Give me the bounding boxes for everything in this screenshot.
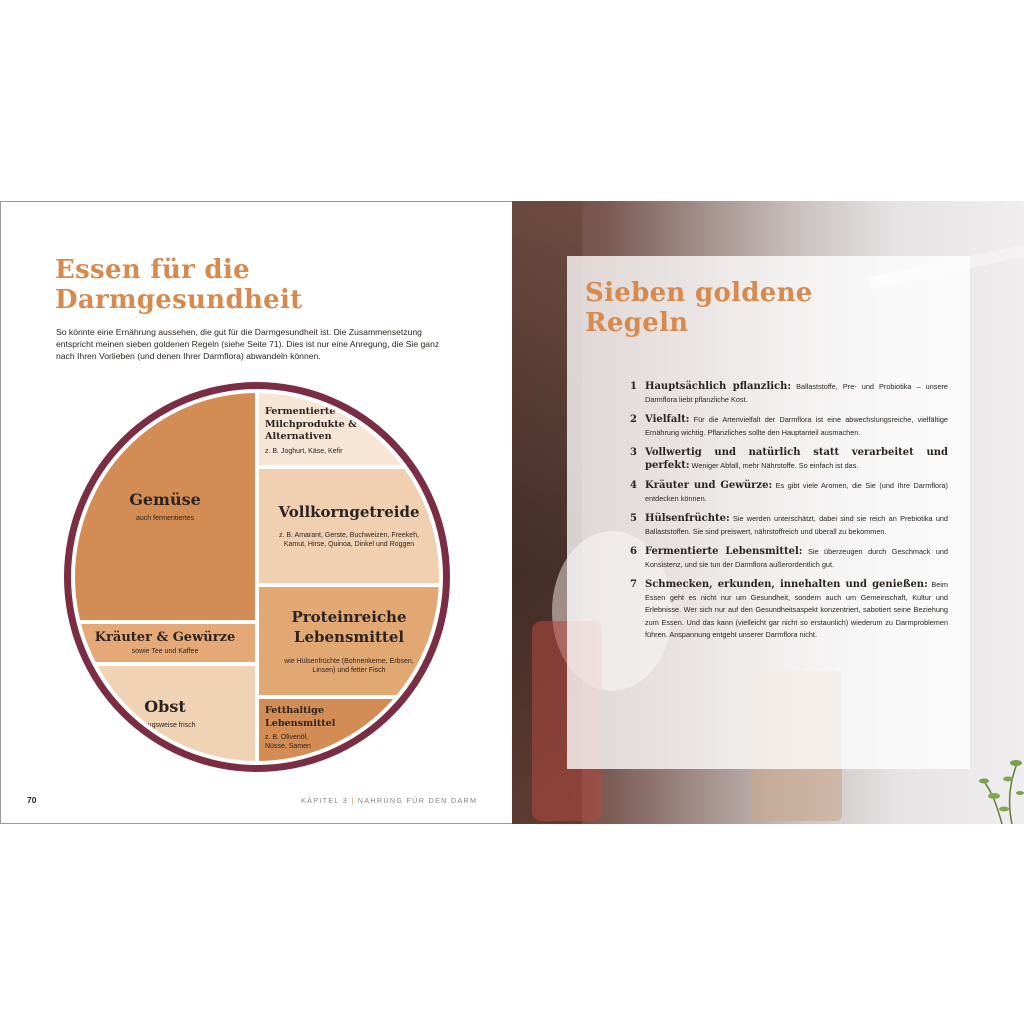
rule-item [630,414,948,439]
rules-list [630,381,948,650]
rule-body [645,579,948,642]
rule-title: Fermentierte Lebensmittel: [645,546,803,557]
rule-text: Beim Essen geht es nicht nur um Gesundheit, sondern auch um Gemeinschaft, Kultur und Erlebnisse. Wer sich nur auf den Gesundheitsaspekt konzentriert, sabotiert seine Beziehung zum Essen. Und das kann (vielleicht gar nicht so erstaunlich) wiederum zu Darmproblemen führen. Anspannung entgeht unserer Darmflora nicht. [645,580,948,639]
rule-item [630,579,948,642]
segment-fermentiert-title-1: Fermentierte [265,406,336,417]
segment-kraeuter [75,624,255,662]
rule-body [645,414,948,439]
segment-fermentiert-subtitle: z. B. Joghurt, Käse, Kefir [265,447,343,455]
intro-paragraph: So könnte eine Ernährung aussehen, die gut für die Darmgesundheit ist. Die Zusammensetzung entspricht meinen sieben goldenen Regeln (siehe Seite 71). Dies ist nur eine Anregung, die Sie ganz nach Ihren Vorlieben (und denen Ihrer Darmflora) abwandeln können. [56,327,440,361]
book-spread [0,201,1024,824]
segment-protein-title-1: Proteinreiche [291,608,407,626]
rule-number: 2 [630,414,637,425]
segment-fett-subtitle [265,733,311,751]
segment-protein [259,587,439,695]
running-head-title: NAHRUNG FÜR DEN DARM [357,796,478,805]
segment-kraeuter-title: Kräuter & Gewürze [94,630,236,645]
rule-body [645,480,948,505]
segment-protein-title [292,607,407,647]
segment-kraeuter-subtitle: sowie Tee und Kaffee [131,648,199,655]
right-title-line2: Regeln [585,308,689,338]
rule-title: Kräuter und Gewürze: [645,480,773,491]
rule-text: Sie werden unterschätzt, dabei sind sie reich an Prebiotika und Ballaststoffen. Sie sind preiswert, nährstoffreich und überall zu bekommen. [645,514,948,536]
rule-text: Es gibt viele Aromen, die Sie (und Ihre Darmflora) entdecken können. [645,481,948,503]
segment-protein-title-2: Lebensmittel [293,628,405,646]
segment-fett-title-1: Fetthaltige [265,705,324,716]
rule-body [645,381,948,406]
right-page [512,201,1024,824]
rule-item [630,546,948,571]
rule-number: 6 [630,546,637,557]
rule-text: Sie überzeugen durch Geschmack und Konsistenz, und sie tun der Darmflora außerordentlich gut. [645,547,948,569]
rule-number: 4 [630,480,637,491]
segment-fett-subtitle-1: z. B. Olivenöl, [265,734,309,741]
segment-gemuese-title: Gemüse [129,490,201,509]
rule-title: Hülsenfrüchte: [645,513,730,524]
segment-fermentiert-title-3: Alternativen [265,431,332,442]
segment-vollkorn-subtitle: z. B. Amarant, Gerste, Buchweizen, Freekeh, Kamut, Hirse, Quinoa, Dinkel und Roggen [278,532,420,548]
rule-number: 3 [630,447,637,458]
segment-fermentiert-title [265,406,357,444]
left-page [0,201,512,824]
rule-number: 7 [630,579,637,590]
rule-item [630,480,948,505]
rule-number: 5 [630,513,637,524]
segment-obst-title: Obst [144,697,186,716]
rule-title: Vielfalt: [645,414,690,425]
rule-body [645,546,948,571]
left-page-title [55,255,355,315]
rule-text: Weniger Abfall, mehr Nährstoffe. So einfach ist das. [689,460,859,470]
segment-fermentiert-title-2: Milchprodukte & [265,418,357,430]
rule-item [630,513,948,538]
segment-protein-subtitle: wie Hülsenfrüchte (Bohnenkerne, Erbsen, Linsen) und fetter Fisch [284,658,414,674]
segment-gemuese-subtitle: auch fermentiertes [136,515,194,522]
segment-gemuese [75,393,255,620]
right-title-line1: Sieben goldene [585,278,813,308]
rule-item [630,381,948,406]
segment-fett-title-2: Lebensmittel [265,717,336,729]
running-head-separator: | [351,796,355,805]
rule-title: Vollwertig und natürlich statt verarbeitet und perfekt: [645,447,948,471]
page-number: 70 [27,795,37,805]
left-title-line1: Essen für die [55,255,250,285]
rule-body [645,513,948,538]
running-head-chapter: KAPITEL 3 [301,796,348,805]
left-title-line2: Darmgesundheit [55,285,303,315]
running-head [301,796,477,805]
right-page-title [585,278,885,338]
rule-text: Für die Artenvielfalt der Darmflora ist eine abwechslungsreiche, vielfältige Ernährung wichtig. Pflanzliches sollte den Hauptanteil ausmachen. [645,415,948,437]
rule-number: 1 [630,381,637,392]
segment-fett [259,699,439,761]
rule-body [645,447,948,472]
segment-fermentiert [259,393,439,465]
healthy-plate-diagram [75,393,439,761]
rule-text: Ballaststoffe, Pre- und Probiotika – unsere Darmflora liebt pflanzliche Kost. [645,382,948,404]
segment-obst [75,666,255,761]
rule-item [630,447,948,472]
rule-title: Schmecken, erkunden, innehalten und genießen: [645,579,928,590]
segment-vollkorn [259,469,439,583]
rule-title: Hauptsächlich pflanzlich: [645,381,792,392]
segment-vollkorn-title: Vollkorngetreide [278,503,420,521]
segment-fett-subtitle-2: Nüsse, Samen [265,743,311,750]
segment-obst-subtitle: vorzugsweise frisch [134,722,196,729]
segment-fett-title [265,705,335,730]
